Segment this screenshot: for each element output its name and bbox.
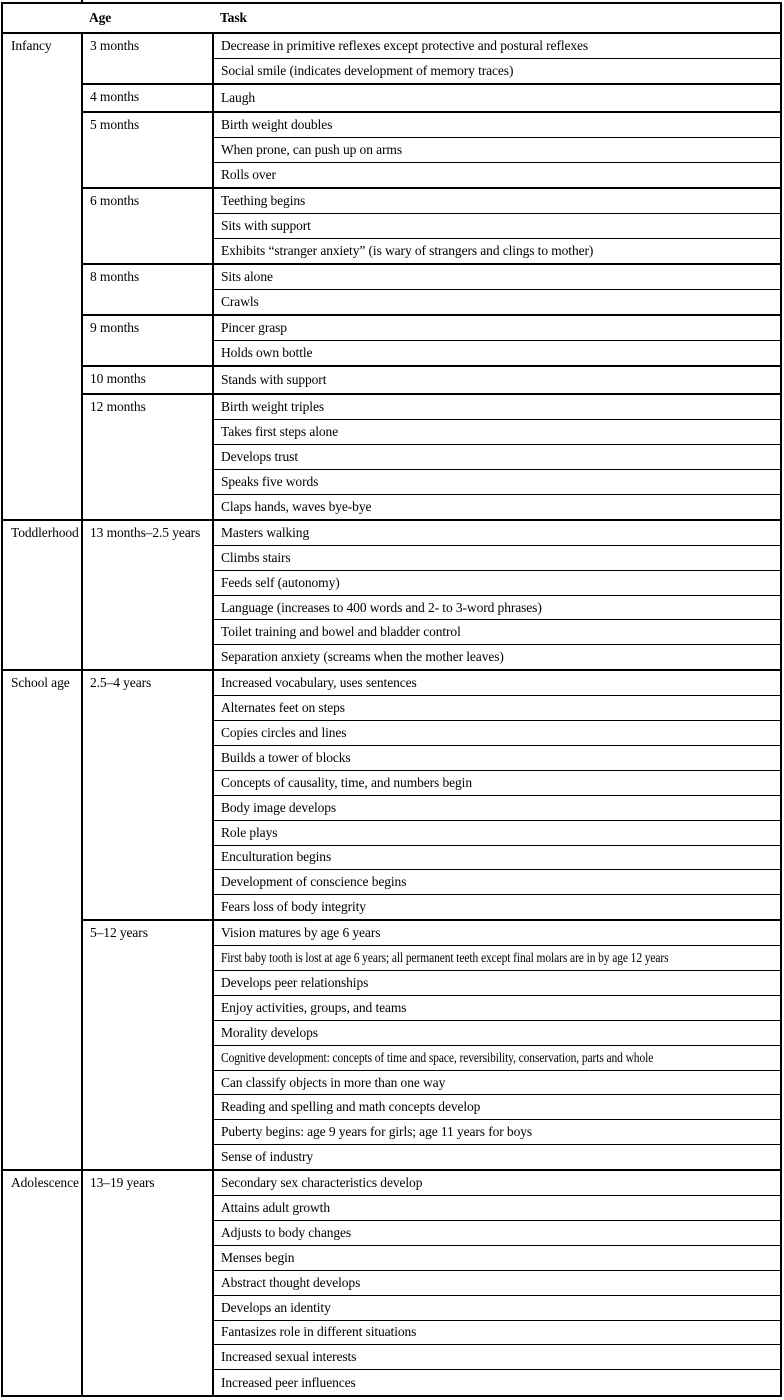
task-cell: Abstract thought develops [213, 1270, 781, 1295]
task-cell: Reading and spelling and math concepts develop [213, 1095, 781, 1120]
task-cell: Laugh [213, 84, 781, 112]
table-row [2, 670, 781, 695]
task-cell: Increased sexual interests [213, 1345, 781, 1370]
table-row [2, 520, 781, 545]
column-header-stage [2, 3, 82, 33]
task-cell: Increased peer influences [213, 1370, 781, 1396]
column-header-age: Age [82, 3, 213, 33]
task-cell: Body image develops [213, 795, 781, 820]
stage-cell: School age [2, 670, 82, 1170]
task-cell: Develops an identity [213, 1295, 781, 1320]
column-header-task: Task [213, 3, 781, 33]
header-row [2, 3, 781, 33]
task-cell: Exhibits “stranger anxiety” (is wary of strangers and clings to mother) [213, 239, 781, 264]
table-row [2, 1170, 781, 1195]
task-cell: Secondary sex characteristics develop [213, 1170, 781, 1195]
task-cell: Rolls over [213, 163, 781, 188]
task-cell: Concepts of causality, time, and numbers begin [213, 770, 781, 795]
age-cell: 10 months [82, 366, 213, 394]
task-cell: Holds own bottle [213, 340, 781, 365]
table-body [2, 33, 781, 1396]
table-row [2, 315, 781, 340]
table-row [2, 112, 781, 137]
developmental-milestones-table [1, 2, 782, 1397]
task-cell: Language (increases to 400 words and 2- to 3-word phrases) [213, 595, 781, 620]
age-cell: 3 months [82, 33, 213, 84]
task-cell: Decrease in primitive reflexes except protective and postural reflexes [213, 33, 781, 58]
table-row [2, 188, 781, 213]
task-cell: Fears loss of body integrity [213, 895, 781, 920]
task-cell: Climbs stairs [213, 545, 781, 570]
task-text: Cognitive development: concepts of time and space, reversibility, conservation, parts and whole [221, 1049, 654, 1065]
task-cell: Speaks five words [213, 470, 781, 495]
task-cell: Crawls [213, 289, 781, 314]
task-cell: Fantasizes role in different situations [213, 1320, 781, 1345]
stage-cell: Toddlerhood [2, 520, 82, 670]
task-cell: Sense of industry [213, 1145, 781, 1170]
task-cell: Development of conscience begins [213, 870, 781, 895]
task-cell: Vision matures by age 6 years [213, 920, 781, 945]
task-cell: Sits with support [213, 214, 781, 239]
table-row [2, 920, 781, 945]
task-cell: Birth weight triples [213, 394, 781, 419]
task-cell: Morality develops [213, 1020, 781, 1045]
task-text: First baby tooth is lost at age 6 years; all permanent teeth except final molars are in by age 12 years [221, 950, 669, 966]
task-cell: Birth weight doubles [213, 112, 781, 137]
task-cell: Alternates feet on steps [213, 696, 781, 721]
age-cell: 12 months [82, 394, 213, 520]
table-row [2, 84, 781, 112]
table-row [2, 264, 781, 289]
task-cell: Enjoy activities, groups, and teams [213, 995, 781, 1020]
task-cell: Enculturation begins [213, 845, 781, 870]
table-row [2, 394, 781, 419]
age-cell: 6 months [82, 188, 213, 264]
age-cell: 2.5–4 years [82, 670, 213, 920]
task-cell: Role plays [213, 820, 781, 845]
age-cell: 5–12 years [82, 920, 213, 1170]
task-cell [213, 946, 781, 971]
task-cell: Attains adult growth [213, 1196, 781, 1221]
age-cell: 9 months [82, 315, 213, 366]
age-cell: 4 months [82, 84, 213, 112]
task-cell: Takes first steps alone [213, 420, 781, 445]
task-cell: Social smile (indicates development of memory traces) [213, 58, 781, 83]
task-cell: Increased vocabulary, uses sentences [213, 670, 781, 695]
task-cell: Pincer grasp [213, 315, 781, 340]
task-cell: Sits alone [213, 264, 781, 289]
task-cell: Menses begin [213, 1245, 781, 1270]
age-cell: 8 months [82, 264, 213, 315]
age-cell: 13 months–2.5 years [82, 520, 213, 670]
task-cell: Copies circles and lines [213, 721, 781, 746]
task-cell: Adjusts to body changes [213, 1221, 781, 1246]
task-cell: When prone, can push up on arms [213, 138, 781, 163]
task-cell: Claps hands, waves bye-bye [213, 494, 781, 519]
task-cell: Toilet training and bowel and bladder control [213, 620, 781, 645]
table-header [2, 3, 781, 33]
task-cell: Separation anxiety (screams when the mother leaves) [213, 645, 781, 670]
task-cell: Teething begins [213, 188, 781, 213]
task-cell: Develops peer relationships [213, 971, 781, 996]
task-cell: Masters walking [213, 520, 781, 545]
age-cell: 13–19 years [82, 1170, 213, 1396]
age-cell: 5 months [82, 112, 213, 188]
task-cell: Can classify objects in more than one way [213, 1070, 781, 1095]
task-cell [213, 1045, 781, 1070]
table-row [2, 366, 781, 394]
table-row [2, 33, 781, 58]
task-cell: Feeds self (autonomy) [213, 570, 781, 595]
stage-cell: Adolescence [2, 1170, 82, 1396]
stage-cell: Infancy [2, 33, 82, 520]
task-cell: Puberty begins: age 9 years for girls; age 11 years for boys [213, 1120, 781, 1145]
task-cell: Stands with support [213, 366, 781, 394]
task-cell: Develops trust [213, 445, 781, 470]
task-cell: Builds a tower of blocks [213, 746, 781, 771]
